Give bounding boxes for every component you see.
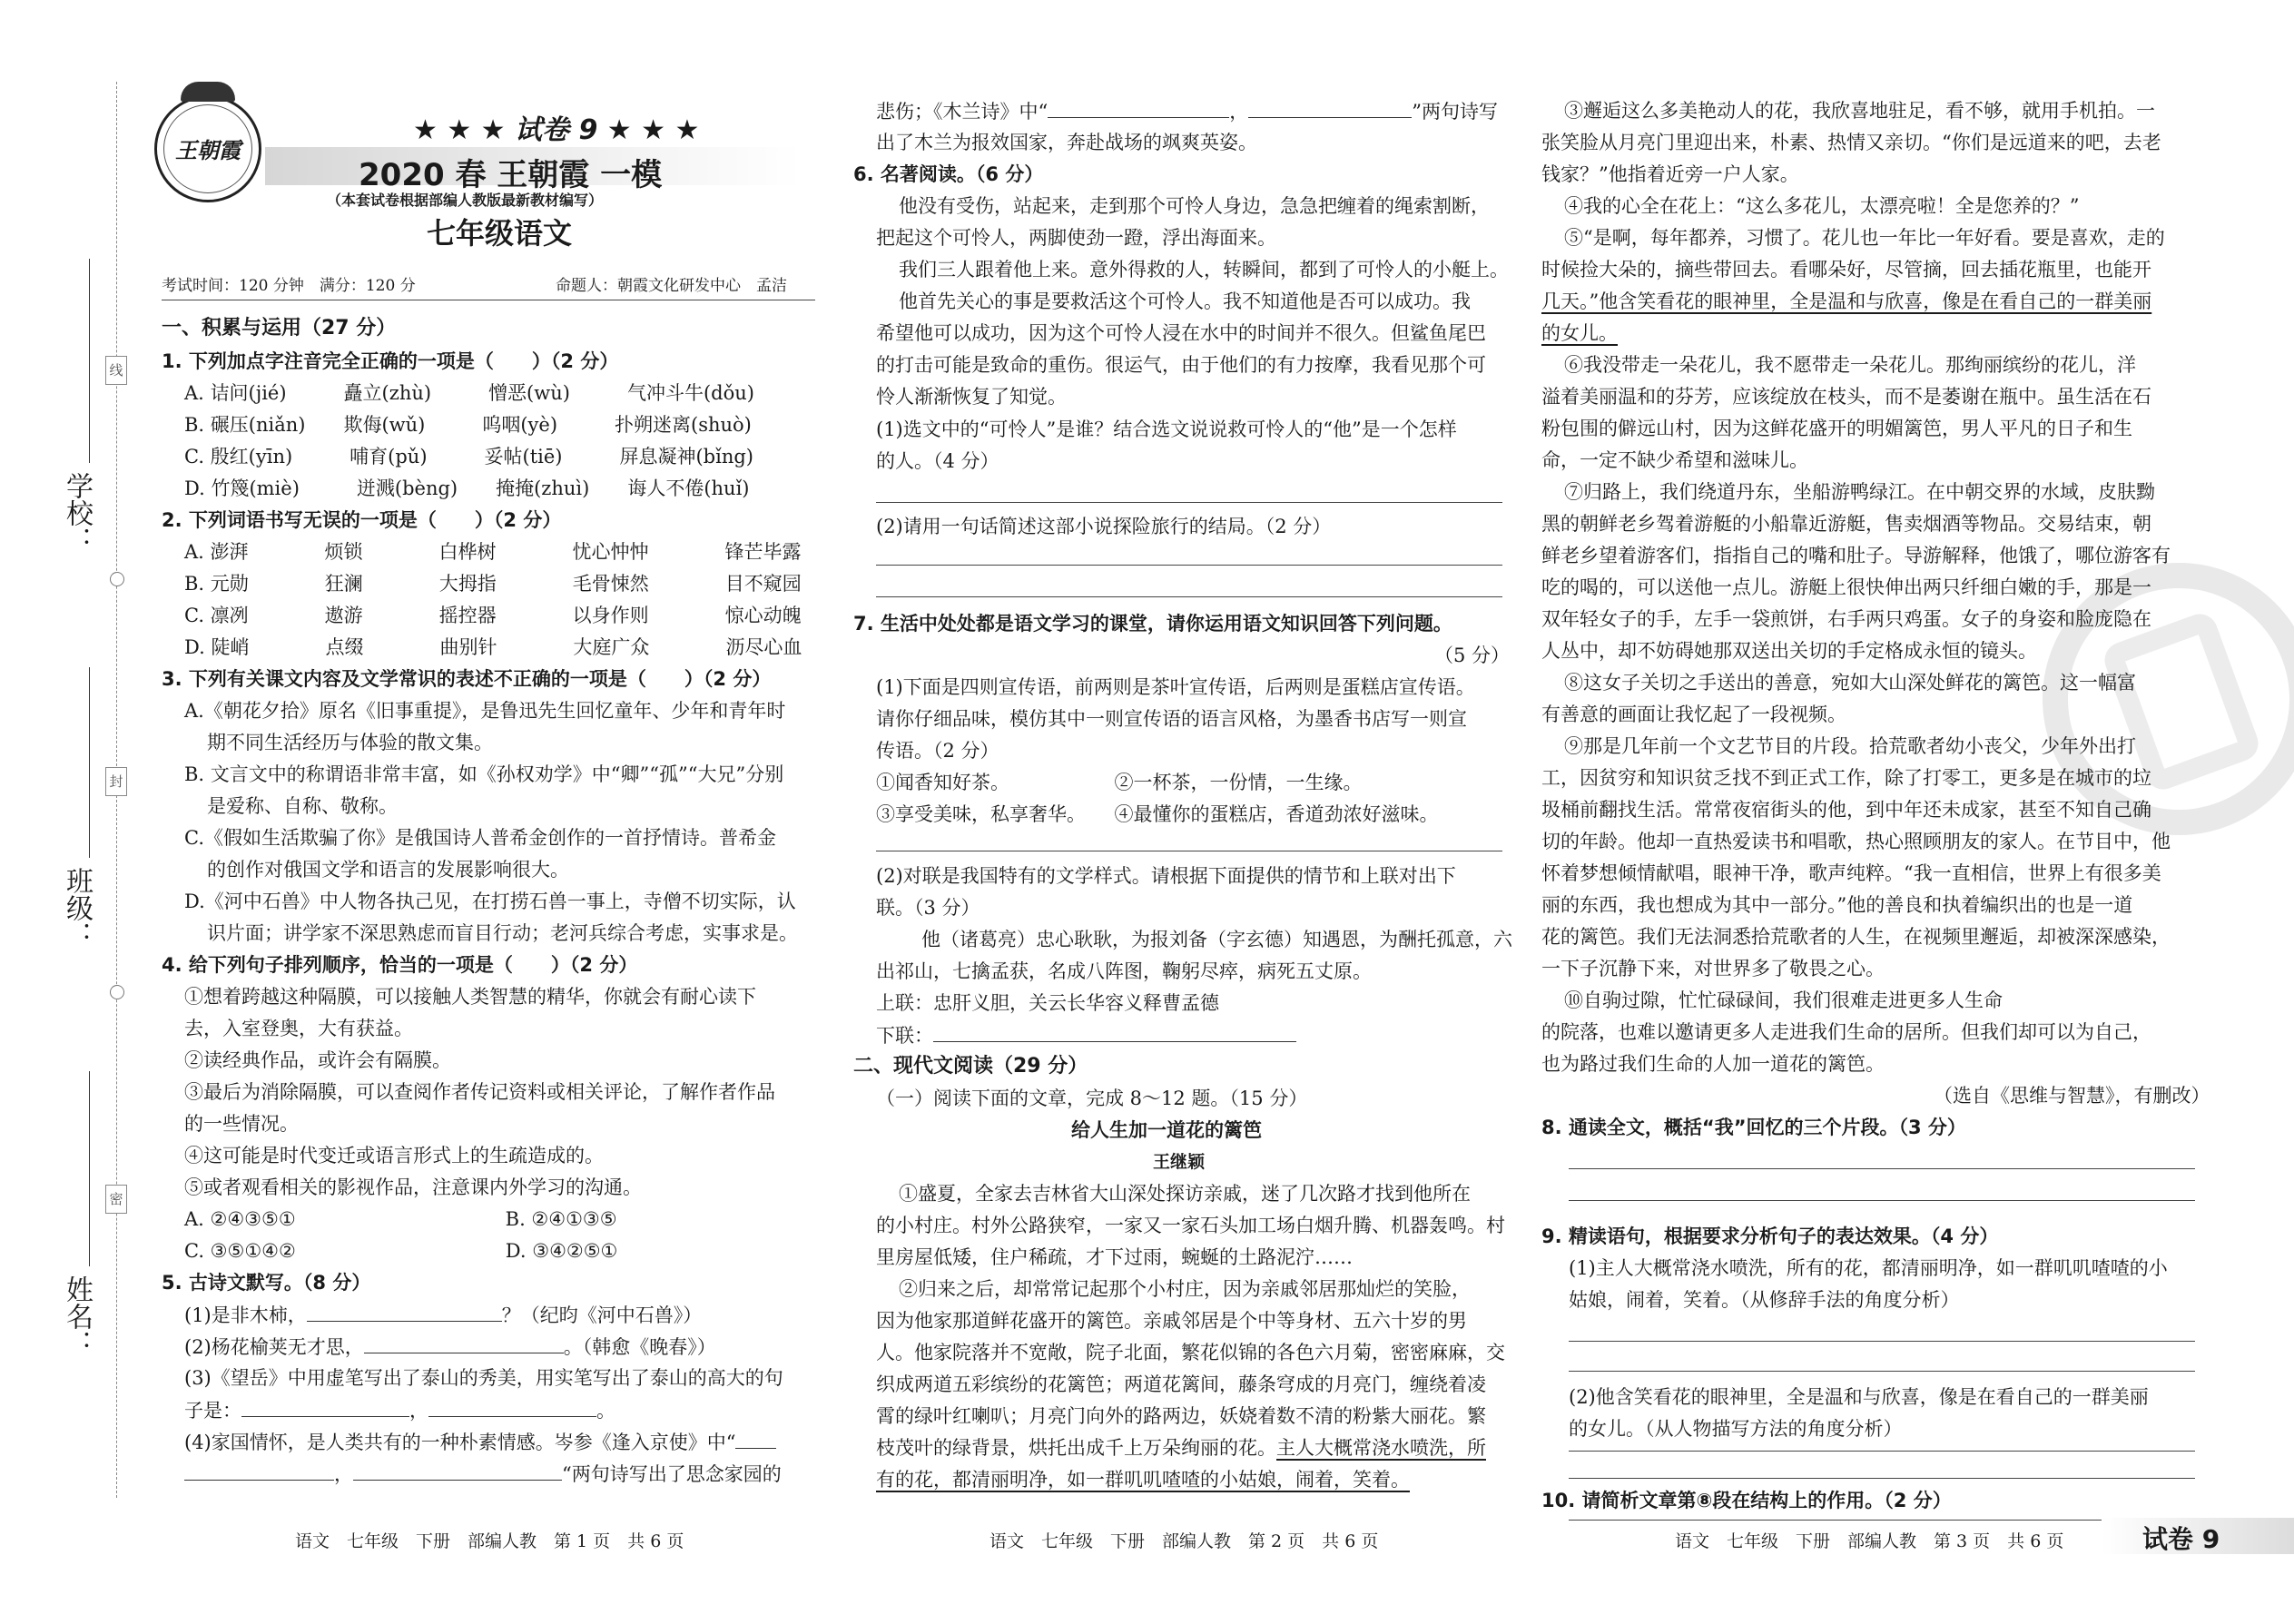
article-para-9: ⑨那是几年前一个文艺节目的片段。拾荒歌者幼小丧父，少年外出打 — [1564, 735, 2136, 757]
q4-sentence-1-cont: 去，入室登奥，大有获益。 — [184, 1018, 413, 1039]
article-para-5d: 的女儿。 — [1541, 322, 1618, 344]
q4-sentence-3: ③最后为消除隔膜，可以查阅作者传记资料或相关评论，了解作者作品 — [184, 1081, 775, 1103]
name-field[interactable] — [89, 1071, 90, 1266]
article-para-10c: 也为路过我们生命的人加一道花的篱笆。 — [1541, 1053, 1885, 1075]
section-2-heading: 二、现代文阅读（29 分） — [853, 1055, 1088, 1078]
article-para-1c: 里房屋低矮，住户稀疏，才下过雨，蜿蜒的土路泥泞…… — [876, 1246, 1353, 1268]
q6-passage-4: 他首先关心的事是要救活这个可怜人。我不知道他是否可以成功。我 — [899, 290, 1471, 312]
q1-option-b: B. 碾压(niǎn) 欺侮(wǔ) 呜咽(yè) 扑朔迷离(shuò) — [184, 414, 752, 436]
q4-sentence-3-cont: 的一些情况。 — [184, 1113, 299, 1135]
question-1-stem: 1. 下列加点字注音完全正确的一项是（ ）（2 分） — [162, 350, 619, 372]
article-para-3c: 钱家？”他指着近旁一户人家。 — [1541, 163, 1799, 185]
article-para-5: ⑤“是啊，每年都养，习惯了。花儿也一年比一年好看。要是喜欢，走的 — [1564, 227, 2165, 249]
binding-mark-secret: 密 — [105, 1185, 127, 1214]
q3-option-b: B. 文言文中的称谓语非常丰富，如《孙权劝学》中“卿”“孤”“大兄”分别 — [184, 763, 784, 785]
q5-item-2-tail: 。（韩愈《晚春》） — [563, 1336, 716, 1358]
article-para-2b: 因为他家那道鲜花盛开的篱笆。亲戚邻居是个中等身材、五六十岁的男 — [876, 1310, 1467, 1332]
q4-sentence-5: ⑤或者观看相关的影视作品，注意课内外学习的沟通。 — [184, 1176, 642, 1198]
article-para-9b: 工，因贫穷和知识贫乏找不到正式工作，除了打零工，更多是在城市的垃 — [1541, 767, 2151, 789]
article-para-5c-text: 几天。”他含笑看花的眼神里，全是温和与欣喜，像是在看自己的一群美丽 — [1541, 290, 2152, 312]
article-para-8: ⑧这女子关切之手送出的善意，宛如大山深处鲜花的篱笆。这一幅富 — [1564, 672, 2136, 694]
article-para-5c — [1541, 288, 2151, 315]
class-label: 班级： — [61, 867, 93, 949]
q9-1-answer-line-2[interactable] — [1569, 1371, 2195, 1372]
exam-time: 考试时间：120 分钟 满分：120 分 — [162, 277, 416, 295]
question-7-stem: 7. 生活中处处都是语文学习的课堂，请你运用语文知识回答下列问题。 — [853, 613, 1452, 635]
article-para-2: ②归来之后，却常常记起那个小村庄，因为亲戚邻居那灿烂的笑脸， — [899, 1278, 1471, 1300]
article-para-3: ③邂逅这么多美艳动人的花，我欣喜地驻足，看不够，就用手机拍。一 — [1564, 100, 2155, 122]
q6-2-answer-line-2[interactable] — [876, 596, 1502, 597]
article-para-1b: 的小村庄。村外公路狭窄，一家又一家石头加工场白烟升腾、机器轰鸣。村 — [876, 1215, 1505, 1236]
article-para-7b: 黑的朝鲜老乡驾着游艇的小船靠近游艇，售卖烟酒等物品。交易结束，朝 — [1541, 513, 2151, 535]
article-author: 王继颖 — [1153, 1152, 1206, 1172]
question-4-stem: 4. 给下列句子排列顺序，恰当的一项是（ ）（2 分） — [162, 954, 638, 976]
q5-item-4-tail: “两句诗写出了思念家园的 — [562, 1463, 782, 1485]
q6-1-answer-line[interactable] — [876, 502, 1502, 503]
q5-item-3-mid: ， — [409, 1400, 428, 1422]
brand-logo — [154, 95, 261, 202]
q5-4-answer-blank-b[interactable] — [184, 1460, 334, 1481]
article-para-2f — [876, 1434, 1486, 1462]
article-para-6c: 粉包围的僻远山村，因为这鲜花盛开的明媚篱笆，男人平凡的日子和生 — [1541, 418, 2132, 439]
article-para-4: ④我的心全在花上：“这么多花儿，太漂亮啦！全是您养的？” — [1564, 195, 2080, 217]
q5-item-3-cont — [184, 1396, 615, 1424]
footer-page-2: 语文 七年级 下册 部编人教 第 2 页 共 6 页 — [989, 1531, 1379, 1551]
article-para-9e: 怀着梦想倾情献唱，眼神干净，歌声纯粹。“我一直相信，世界上有很多美 — [1541, 862, 2161, 884]
q7-lower-couplet — [876, 1021, 1296, 1049]
question-8-stem: 8. 通读全文，概括“我”回忆的三个片段。（3 分） — [1541, 1117, 1966, 1138]
section-1-heading: 一、积累与运用（27 分） — [162, 317, 397, 340]
watermark-seal — [2043, 563, 2294, 835]
q9-2-answer-line-2[interactable] — [1569, 1478, 2195, 1479]
footer-paper-tag: 试卷 9 — [2142, 1524, 2220, 1554]
q7-lower-couplet-label: 下联： — [876, 1025, 933, 1047]
q5-item-2-text: (2)杨花榆荚无才思， — [184, 1336, 364, 1358]
q7-sub-2: (2)对联是我国特有的文学样式。请根据下面提供的情节和上联对出下 — [876, 865, 1456, 887]
logo-crown-icon — [181, 82, 235, 102]
q5-item-1 — [184, 1301, 702, 1329]
article-para-6: ⑥我没带走一朵花儿，我不愿带走一朵花儿。那绚丽缤纷的花儿，洋 — [1564, 354, 2136, 376]
q6-passage-6: 的打击可能是致命的重伤。很运气，由于他们的有力按摩，我看见那个可 — [876, 354, 1486, 376]
binding-mark-line: 线 — [105, 356, 127, 385]
article-para-7d: 吃的喝的，可以送他一点儿。游艇上很快伸出两只纤细白嫩的手，那是一 — [1541, 576, 2151, 598]
school-field[interactable] — [89, 259, 90, 463]
article-para-9f: 丽的东西，我也想成为其中一部分。”他的善良和执着编织出的也是一道 — [1541, 894, 2133, 916]
q7-sub-1-cont: 请你仔细品味，模仿其中一则宣传语的语言风格，为墨香书店写一则宣 — [876, 708, 1467, 730]
q7-slogans-34: ③享受美味，私享奢华。 ④最懂你的蛋糕店，香道劲浓好滋味。 — [876, 803, 1439, 825]
q3-option-a: A.《朝花夕拾》原名《旧事重提》，是鲁迅先生回忆童年、少年和青年时 — [184, 700, 786, 722]
q4-options-ab: A. ②④③⑤① B. ②④①③⑤ — [184, 1208, 617, 1230]
q5-item-4-end-tail: ”两句诗写 — [1412, 101, 1498, 123]
article-para-9c: 圾桶前翻找生活。常常夜宿街头的他，到中年还未成家，甚至不知自己确 — [1541, 799, 2151, 821]
article-para-10b: 的院落，也难以邀请更多人走进我们生命的居所。但我们却可以为自己， — [1541, 1021, 2151, 1043]
q5-1-answer-blank[interactable] — [307, 1301, 502, 1322]
article-para-3b: 张笑脸从月亮门里迎出来，朴素、热情又亲切。“你们是远道来的吧，去老 — [1541, 132, 2161, 153]
exam-subtitle: （本套试卷根据部编人教版最新教材编写） — [327, 192, 604, 209]
q5-item-3-end: 。 — [596, 1400, 615, 1422]
article-para-2e: 霄的绿叶红喇叭；月亮门向外的路两边，妖娆着数不清的粉紫大丽花。繁 — [876, 1405, 1486, 1427]
exam-title: 2020 春 王朝霞 一模 — [359, 157, 663, 193]
q7-upper-couplet: 上联：忠肝义胆，关云长华容义释曹孟德 — [876, 992, 1219, 1014]
q1-option-d: D. 竹篾(miè) 迸溅(bèng) 掩掩(zhuì) 诲人不倦(huǐ) — [184, 477, 750, 499]
q3-option-d: D.《河中石兽》中人物各执己见，在打捞石兽一事上，寺僧不切实际，认 — [184, 891, 796, 912]
q5-item-4 — [184, 1428, 776, 1456]
q3-option-c: C.《假如生活欺骗了你》是俄国诗人普希金创作的一首抒情诗。普希金 — [184, 827, 776, 849]
q5-item-4-close: 出了木兰为报效国家，奔赴战场的飒爽英姿。 — [876, 132, 1257, 153]
q5-item-1-text: (1)是非木柿， — [184, 1304, 307, 1326]
article-para-7c: 鲜老乡望着游客们，指指自己的嘴和肚子。导游解释，他饿了，哪位游客有 — [1541, 545, 2171, 566]
q5-item-2 — [184, 1333, 716, 1361]
q5-item-1-tail: ？（纪昀《河中石兽》） — [501, 1304, 703, 1326]
q3-option-d-cont: 识片面；讲学家不深思熟虑而盲目行动；老河兵综合考虑，实事求是。 — [207, 922, 798, 944]
q6-passage-2: 把起这个可怜人，两脚使劲一蹬，浮出海面来。 — [876, 227, 1276, 249]
q7-score: （5 分） — [1434, 645, 1511, 666]
q7-sub-1: (1)下面是四则宣传语，前两则是茶叶宣传语，后两则是蛋糕店宣传语。 — [876, 676, 1475, 698]
footer-page-1: 语文 七年级 下册 部编人教 第 1 页 共 6 页 — [295, 1531, 684, 1551]
article-para-2f-a: 枝茂叶的绿背景，烘托出成千上万朵绚丽的花。 — [876, 1437, 1276, 1459]
article-para-6b: 溢着美丽温和的芬芳，应该绽放在枝头，而不是萎谢在瓶中。虽生活在石 — [1541, 386, 2151, 408]
q5-4-answer-blank-c[interactable] — [353, 1460, 562, 1481]
q5-item-4-end: 悲伤；《木兰诗》中“ ， ”两句诗写 — [876, 97, 1498, 125]
name-label: 姓名： — [61, 1275, 93, 1357]
q2-option-c: C. 凛冽 遨游 摇控器 以身作则 惊心动魄 — [184, 605, 802, 626]
article-source: （选自《思维与智慧》，有删改） — [1934, 1085, 2210, 1107]
q5-item-4-cont — [184, 1460, 782, 1488]
binding-hole-2 — [110, 985, 124, 999]
article-para-2c: 人。他家院落并不宽敞，院子北面，繁花似锦的各色六月菊，密密麻麻，交 — [876, 1342, 1505, 1363]
q6-sub-1-cont: 的人。（4 分） — [876, 450, 999, 472]
q1-option-a: A. 诘问(jié) 矗立(zhù) 憎恶(wù) 气冲斗牛(dǒu) — [184, 382, 754, 404]
q4-sentence-2: ②读经典作品，或许会有隔膜。 — [184, 1049, 451, 1071]
article-title: 给人生加一道花的篱笆 — [1071, 1119, 1262, 1141]
q3-option-a-cont: 期不同生活经历与体验的散文集。 — [207, 732, 493, 753]
grade-title: 七年级语文 — [427, 216, 573, 251]
binding-hole-1 — [110, 572, 124, 586]
q5-4-answer-blank-d[interactable] — [1048, 97, 1229, 118]
question-5-stem: 5. 古诗文默写。（8 分） — [162, 1272, 371, 1294]
question-2-stem: 2. 下列词语书写无误的一项是（ ）（2 分） — [162, 509, 562, 531]
q5-3-answer-blank-b[interactable] — [428, 1396, 596, 1417]
q5-item-3-lead: 子是： — [184, 1400, 241, 1422]
q6-passage-1: 他没有受伤，站起来，走到那个可怜人身边，急急把缠着的绳索割断， — [899, 195, 1490, 217]
q5-item-4-comma: ， — [334, 1463, 353, 1485]
question-3-stem: 3. 下列有关课文内容及文学常识的表述不正确的一项是（ ）（2 分） — [162, 668, 772, 690]
q2-option-a: A. 澎湃 烦锁 白桦树 忧心忡忡 锋芒毕露 — [184, 541, 802, 563]
q6-sub-1: (1)选文中的“可怜人”是谁？结合选文说说救可怜人的“他”是一个怎样 — [876, 418, 1457, 440]
article-para-9g: 花的篱笆。我们无法洞悉拾荒歌者的人生，在视频里邂逅，却被深深感染， — [1541, 926, 2171, 948]
q5-4-answer-blank-e[interactable] — [1248, 97, 1412, 118]
article-para-6d: 命，一定不缺少希望和滋味儿。 — [1541, 449, 1808, 471]
q5-item-4-end-lead: 悲伤；《木兰诗》中“ — [876, 101, 1049, 123]
article-para-9d: 切的年龄。他却一直热爱读书和唱歌，热心照顾朋友的家人。在节目中，他 — [1541, 831, 2171, 852]
q8-answer-line-1[interactable] — [1569, 1168, 2195, 1169]
article-para-9h: 一下子沉静下来，对世界多了敬畏之心。 — [1541, 958, 1885, 979]
q6-2-answer-line-1[interactable] — [876, 565, 1502, 566]
q4-sentence-4: ④这可能是时代变迁或语言形式上的生疏造成的。 — [184, 1145, 604, 1166]
q9-sub-2-cont: 的女儿。（从人物描写方法的角度分析） — [1569, 1418, 1903, 1440]
question-6-stem: 6. 名著阅读。（6 分） — [853, 163, 1044, 185]
article-para-1: ①盛夏，全家去吉林省大山深处探访亲戚，迷了几次路才找到他所在 — [899, 1183, 1471, 1205]
q5-3-answer-blank-a[interactable] — [241, 1396, 409, 1417]
q9-1-answer-line-1[interactable] — [1569, 1341, 2195, 1342]
q5-2-answer-blank[interactable] — [364, 1333, 564, 1353]
question-9-stem: 9. 精读语句，根据要求分析句子的表达效果。（4 分） — [1541, 1225, 1999, 1247]
paper-number: ★ ★ ★ 试卷 9 ★ ★ ★ — [413, 114, 700, 146]
footer-page-3: 语文 七年级 下册 部编人教 第 3 页 共 6 页 — [1675, 1531, 2064, 1551]
q1-option-c: C. 殷红(yīn) 哺育(pǔ) 妥帖(tiē) 屏息凝神(bǐng) — [184, 446, 753, 468]
article-para-7e: 双年轻女子的手，左手一袋煎饼，右手两只鸡蛋。女子的身姿和脸庞隐在 — [1541, 608, 2151, 630]
q7-slogans-12: ①闻香知好茶。 ②一杯茶，一份情，一生缘。 — [876, 772, 1363, 793]
article-para-8b: 有善意的画面让我忆起了一段视频。 — [1541, 704, 1846, 725]
q7-sub-2-cont: 联。（3 分） — [876, 897, 980, 919]
article-para-10: ⑩自驹过隙，忙忙碌碌间，我们很难走进更多人生命 — [1564, 989, 2003, 1011]
q7-story-2: 出祁山，七擒孟获，名成八阵图，鞠躬尽瘁，病死五丈原。 — [876, 960, 1372, 982]
q3-option-b-cont: 是爱称、自称、敬称。 — [207, 795, 398, 817]
article-para-2f-underlined: 主人大概常浇水喷洗，所 — [1276, 1437, 1486, 1459]
class-field[interactable] — [89, 667, 90, 858]
q8-answer-line-2[interactable] — [1569, 1200, 2195, 1201]
exam-author: 命题人：朝霞文化研发中心 孟洁 — [556, 277, 787, 295]
q3-option-c-cont: 的创作对俄国文学和语言的发展影响很大。 — [207, 859, 569, 881]
q5-item-3: (3)《望岳》中用虚笔写出了泰山的秀美，用实笔写出了泰山的高大的句 — [184, 1367, 783, 1389]
q4-options-cd: C. ③⑤①④② D. ③④②⑤① — [184, 1240, 618, 1262]
q6-passage-7: 怜人渐渐恢复了知觉。 — [876, 386, 1067, 408]
q2-option-b: B. 元勋 狂澜 大拇指 毛骨悚然 目不窥园 — [184, 573, 802, 595]
q5-item-4-text: (4)家国情怀，是人类共有的一种朴素情感。岑参《逢入京使》中“ — [184, 1432, 736, 1453]
q5-4-answer-blank-a[interactable] — [735, 1428, 776, 1449]
q9-2-answer-line-1[interactable] — [1569, 1451, 2195, 1452]
logo-text: 王朝霞 — [175, 138, 241, 163]
q6-sub-2: (2)请用一句话简述这部小说探险旅行的结局。（2 分） — [876, 516, 1332, 537]
reading-instructions: （一）阅读下面的文章，完成 8～12 题。（15 分） — [876, 1088, 1308, 1109]
q7-story-1: 他（诸葛亮）忠心耿耿，为报刘备（字玄德）知遇恩，为酬托孤意，六 — [921, 929, 1512, 950]
article-para-2g: 有的花，都清丽明净，如一群叽叽喳喳的小姑娘，闹着，笑着。 — [876, 1469, 1410, 1491]
q2-option-d: D. 陡峭 点缀 曲别针 大庭广众 沥尽心血 — [184, 636, 802, 658]
q7-lower-couplet-blank[interactable] — [933, 1021, 1296, 1042]
article-para-2d: 织成两道五彩缤纷的花篱笆；两道花篱间，藤条穹成的月亮门，缠绕着凌 — [876, 1373, 1486, 1395]
q7-sub-1-end: 传语。（2 分） — [876, 740, 999, 762]
q6-passage-5: 希望他可以成功，因为这个可怜人浸在水中的时间并不很久。但鲨鱼尾巴 — [876, 322, 1486, 344]
binding-mark-seal: 封 — [105, 767, 127, 796]
q9-sub-1: (1)主人大概常浇水喷洗，所有的花，都清丽明净，如一群叽叽喳喳的小 — [1569, 1257, 2168, 1279]
q6-passage-3: 我们三人跟着他上来。意外得救的人，转瞬间，都到了可怜人的小艇上。 — [899, 259, 1509, 281]
article-para-5b: 时候捡大朵的，摘些带回去。看哪朵好，尽管摘，回去插花瓶里，也能开 — [1541, 259, 2151, 281]
article-para-7: ⑦归路上，我们绕道丹东，坐船游鸭绿江。在中朝交界的水域，皮肤黝 — [1564, 481, 2155, 503]
q4-sentence-1: ①想着跨越这种隔膜，可以接触人类智慧的精华，你就会有耐心读下 — [184, 986, 756, 1008]
q9-sub-1-cont: 姑娘，闹着，笑着。（从修辞手法的角度分析） — [1569, 1289, 1960, 1311]
school-label: 学校： — [61, 472, 93, 554]
question-10-stem: 10. 请简析文章第⑧段在结构上的作用。（2 分） — [1541, 1490, 1952, 1511]
article-para-7f: 人丛中，却不妨碍她那双送出关切的手定格成永恒的镜头。 — [1541, 640, 2037, 662]
q9-sub-2: (2)他含笑看花的眼神里，全是温和与欣喜，像是在看自己的一群美丽 — [1569, 1386, 2149, 1408]
